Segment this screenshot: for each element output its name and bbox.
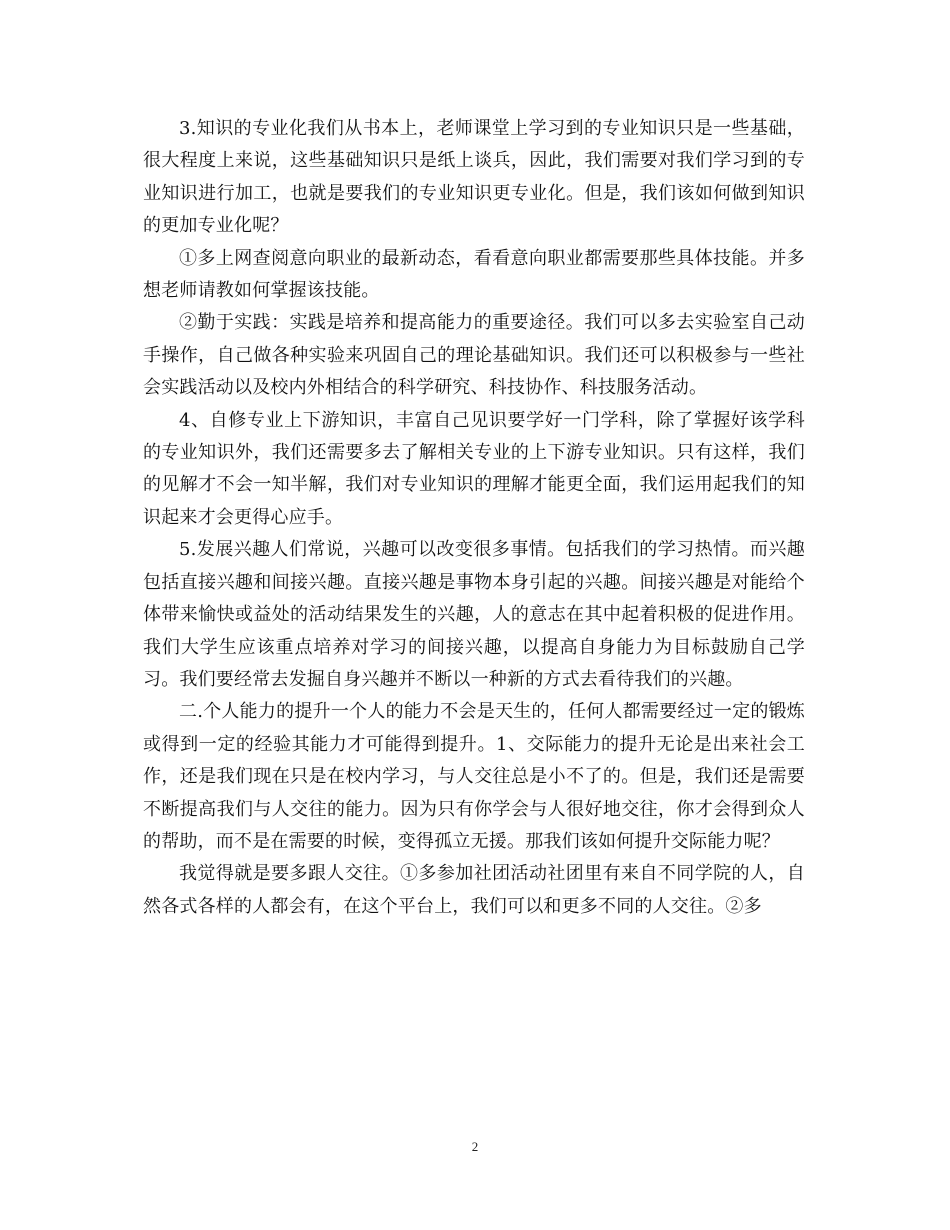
page-number: 2 bbox=[471, 1139, 479, 1154]
paragraph-practice: ②勤于实践：实践是培养和提高能力的重要途径。我们可以多去实验室自己动手操作，自己做各种实验来巩固自己的理论基础知识。我们还可以积极参与一些社会实践活动以及校内外相结合的科学研究、科技协作、科技服务活动。 bbox=[143, 312, 805, 399]
paragraph-online-research: ①多上网查阅意向职业的最新动态，看看意向职业都需要那些具体技能。并多想老师请教如何掌握该技能。 bbox=[143, 247, 805, 302]
paragraph-knowledge-specialization: 3.知识的专业化我们从书本上，老师课堂上学习到的专业知识只是一些基础，很大程度上来说，这些基础知识只是纸上谈兵，因此，我们需要对我们学习到的专业知识进行加工，也就是要我们的专业知识更专业化。但是，我们该如何做到知识的更加专业化呢？ bbox=[143, 118, 805, 237]
paragraph-upstream-downstream-knowledge: 4、自修专业上下游知识，丰富自己见识要学好一门学科，除了掌握好该学科的专业知识外，我们还需要多去了解相关专业的上下游专业知识。只有这样，我们的见解才不会一知半解，我们对专业知识的理解才能更全面，我们运用起我们的知识起来才会更得心应手。 bbox=[143, 409, 805, 528]
paragraph-personal-ability: 二.个人能力的提升一个人的能力不会是天生的，任何人都需要经过一定的锻炼或得到一定的经验其能力才可能得到提升。1、交际能力的提升无论是出来社会工作，还是我们现在只是在校内学习，与人交往总是小不了的。但是，我们还是需要不断提高我们与人交往的能力。因为只有你学会与人很好地交往，你才会得到众人的帮助，而不是在需要的时候，变得孤立无援。那我们该如何提升交际能力呢？ bbox=[143, 701, 805, 852]
paragraph-socializing: 我觉得就是要多跟人交往。①多参加社团活动社团里有来自不同学院的人，自然各式各样的人都会有，在这个平台上，我们可以和更多不同的人交往。②多 bbox=[143, 863, 805, 917]
paragraph-develop-interest: 5.发展兴趣人们常说，兴趣可以改变很多事情。包括我们的学习热情。而兴趣包括直接兴趣和间接兴趣。直接兴趣是事物本身引起的兴趣。间接兴趣是对能给个体带来愉快或益处的活动结果发生的兴趣，人的意志在其中起着积极的促进作用。我们大学生应该重点培养对学习的间接兴趣，以提高自身能力为目标鼓励自己学习。我们要经常去发掘自身兴趣并不断以一种新的方式去看待我们的兴趣。 bbox=[143, 539, 805, 690]
document-body bbox=[143, 113, 805, 923]
